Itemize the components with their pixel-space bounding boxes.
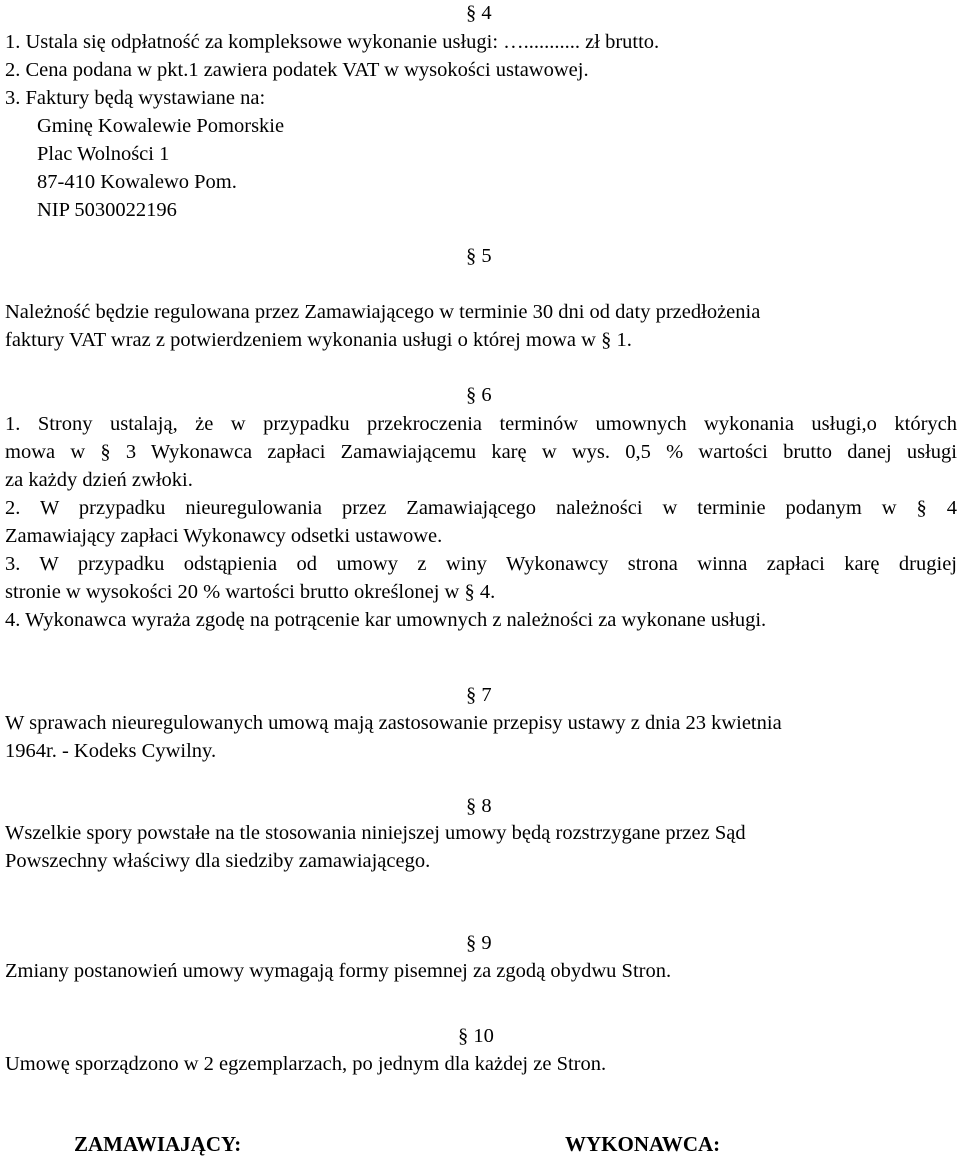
s8-line-1: Wszelkie spory powstałe na tle stosowania niniejszej umowy będą rozstrzygane przez Sąd	[5, 822, 746, 844]
section-4-heading: § 4	[466, 2, 492, 24]
signature-zamawiajacy: ZAMAWIAJĄCY:	[74, 1132, 242, 1156]
section-8-body	[5, 820, 957, 876]
s6-line-7: stronie w wysokości 20 % wartości brutto określonej w § 4.	[5, 581, 496, 603]
s10-line-1: Umowę sporządzono w 2 egzemplarzach, po jednym dla każdej ze Stron.	[5, 1053, 607, 1075]
s4-nip: NIP 5030022196	[37, 199, 177, 221]
s8-line-2: Powszechny właściwy dla siedziby zamawiającego.	[5, 850, 431, 872]
s6-line-4: 2. W przypadku nieuregulowania przez Zamawiającego należności w terminie podanym w § 4	[5, 497, 957, 519]
section-9-body	[5, 958, 957, 986]
s4-address-line-1: Gminę Kowalewie Pomorskie	[37, 115, 285, 137]
s4-item-1: 1. Ustala się odpłatność za kompleksowe wykonanie usługi: …........... zł brutto.	[5, 31, 660, 53]
section-6-body	[5, 411, 957, 635]
section-4-body	[5, 29, 957, 225]
s6-line-2: mowa w § 3 Wykonawca zapłaci Zamawiającemu karę w wys. 0,5 % wartości brutto danej usługi	[5, 441, 957, 463]
signature-wykonawca: WYKONAWCA:	[565, 1132, 721, 1156]
section-7-body	[5, 710, 957, 766]
section-8-heading: § 8	[466, 795, 492, 817]
s9-line-1: Zmiany postanowień umowy wymagają formy pisemnej za zgodą obydwu Stron.	[5, 960, 672, 982]
s4-address-line-3: 87-410 Kowalewo Pom.	[37, 171, 237, 193]
section-6-heading: § 6	[466, 384, 492, 406]
section-9-heading: § 9	[466, 932, 492, 954]
section-10-body	[5, 1051, 957, 1079]
s6-line-6: 3. W przypadku odstąpienia od umowy z winy Wykonawcy strona winna zapłaci karę drugiej	[5, 553, 957, 575]
s5-line-1: Należność będzie regulowana przez Zamawiającego w terminie 30 dni od daty przedłożenia	[5, 301, 761, 323]
s4-item-2: 2. Cena podana w pkt.1 zawiera podatek VAT w wysokości ustawowej.	[5, 59, 589, 81]
s5-line-2: faktury VAT wraz z potwierdzeniem wykonania usługi o której mowa w § 1.	[5, 329, 632, 351]
s6-line-3: za każdy dzień zwłoki.	[5, 469, 193, 491]
s7-line-1: W sprawach nieuregulowanych umową mają zastosowanie przepisy ustawy z dnia 23 kwietnia	[5, 712, 782, 734]
s4-item-3: 3. Faktury będą wystawiane na:	[5, 87, 266, 109]
section-5-heading: § 5	[466, 245, 492, 267]
s7-line-2: 1964r. - Kodeks Cywilny.	[5, 740, 217, 762]
section-5-body	[5, 299, 957, 355]
s6-line-1: 1. Strony ustalają, że w przypadku przekroczenia terminów umownych wykonania usługi,o których	[5, 413, 957, 435]
section-7-heading: § 7	[466, 684, 492, 706]
s4-address-line-2: Plac Wolności 1	[37, 143, 170, 165]
s6-line-5: Zamawiający zapłaci Wykonawcy odsetki ustawowe.	[5, 525, 443, 547]
section-10-heading: § 10	[458, 1025, 494, 1047]
s6-line-8: 4. Wykonawca wyraża zgodę na potrącenie kar umownych z należności za wykonane usługi.	[5, 609, 767, 631]
